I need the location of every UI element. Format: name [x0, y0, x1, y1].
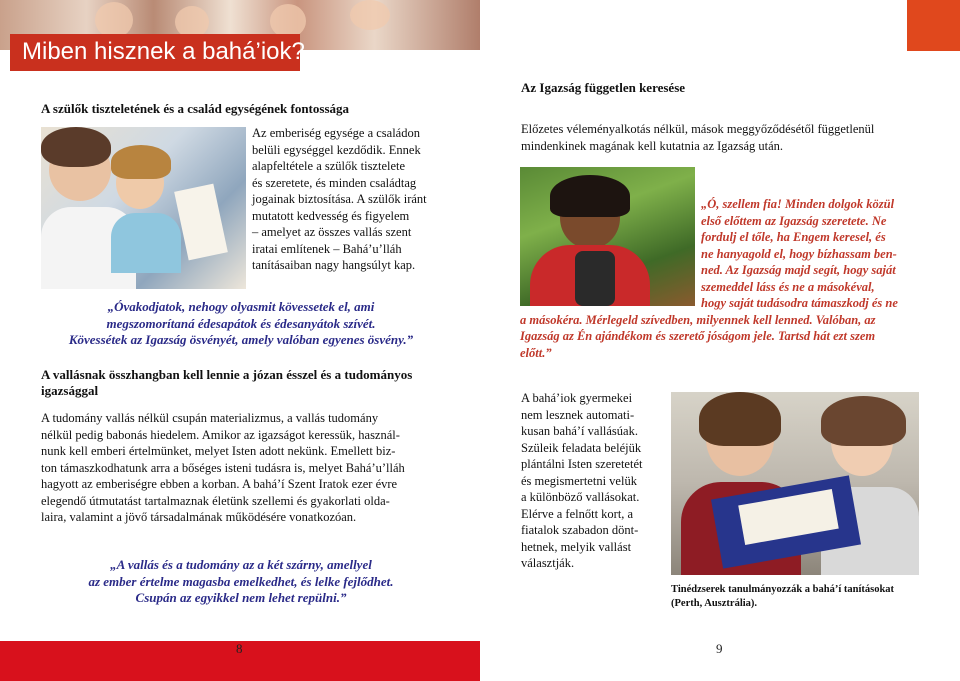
text-line: a különböző vallásokat.	[521, 490, 640, 504]
text-line: laira, valamint a jövő társadalmának működésére vonatkozóan.	[41, 510, 357, 524]
text-line: hetnek, melyik vallást	[521, 539, 632, 554]
photo-teenagers-reading	[671, 392, 919, 575]
quote-line: Csupán az egyikkel nem lehet repülni.”	[135, 590, 347, 605]
photo-caption	[671, 583, 931, 611]
text-line: nunk kell emberi értelmünket, melyet Isten adott nekünk. Emellett biz-	[41, 444, 396, 458]
quote-line: ne hanyagold el, hogy bízhassam ben-	[701, 246, 897, 261]
quote-parents	[41, 299, 441, 349]
text-line: nem lesznek automati-	[521, 407, 635, 422]
text-line: mutatott kedvesség és figyelem	[252, 208, 410, 223]
caption-line: (Perth, Ausztrália).	[671, 598, 758, 609]
quote-truth	[520, 196, 920, 361]
section-heading-family: A szülők tiszteletének és a család egységének fontossága	[41, 101, 350, 116]
page-number-left: 8	[236, 641, 243, 656]
text-line: A tudomány vallás nélkül csupán materializmus, a vallás tudomány	[41, 411, 379, 425]
text-line: Szüleik feladata beléjük	[521, 440, 642, 455]
text-line: elegendő útmutatást tartalmaznak életünk szellemi és gyakorlati olda-	[41, 493, 390, 508]
text-line: – amelyet az összes vallás szent	[252, 225, 412, 239]
text-line: Elérve a felnőtt kort, a	[521, 506, 634, 521]
quote-line: „Ó, szellem fia! Minden dolgok közül	[701, 197, 895, 211]
section-heading-science	[41, 367, 441, 399]
heading-line: A vallásnak összhangban kell lennie a józan ésszel és a tudományos	[41, 367, 413, 382]
text-line: belüli egységgel kezdődik. Ennek	[252, 142, 421, 157]
text-line: és megismertetni velük	[521, 473, 637, 488]
quote-line: hogy saját tudásodra támaszkodj és ne	[701, 296, 898, 310]
quote-line: Kövessétek az Igazság ösvényét, amely valóban egyenes ösvény.”	[68, 332, 414, 347]
quote-line: szemeddel láss és ne a másokéval,	[701, 279, 875, 294]
quote-line: Igazság az Én ajándékom és szerető jóságom jele. Tartsd hát ezt szem	[520, 329, 876, 343]
text-line: tanításaiban nagy hangsúlyt kap.	[252, 258, 416, 272]
heading-line: igazsággal	[41, 383, 99, 398]
text-line: kusan bahá’í vallásúak.	[521, 424, 638, 438]
corner-accent	[907, 0, 960, 51]
quote-line: „Óvakodjatok, nehogy olyasmit kövessetek el, ami	[107, 299, 375, 314]
quote-line: első előttem az Igazság szeretete. Ne	[701, 213, 887, 228]
text-line: A bahá’iok gyermekei	[521, 391, 633, 405]
section-text-truth	[521, 121, 921, 154]
quote-science	[41, 557, 441, 607]
text-line: Az emberiség egysége a családon	[252, 126, 420, 140]
section-text-science	[41, 410, 439, 526]
text-line: ton támaszkodhatunk arra a bőséges isteni tudásra is, melyet Bahá’u’lláh	[41, 460, 405, 475]
text-line: alapfeltétele a szülők tisztelete	[252, 159, 406, 173]
text-line: plántálni Isten szeretetét	[521, 457, 643, 471]
quote-line: „A vallás és a tudomány az a két szárny, amellyel	[110, 557, 372, 572]
text-line: hagyott az emberiségre ebben a korban. A bahá’í Szent Iratok ezer évre	[41, 477, 398, 491]
text-line: és szeretete, és minden családtag	[252, 175, 417, 190]
quote-line: megszomorítaná édesapátok és édesanyátok szívét.	[106, 315, 376, 331]
section-text-children	[521, 390, 661, 572]
text-line: mindenkinek magának kell kutatnia az Igazság után.	[521, 138, 784, 153]
quote-line: az ember értelme magasba emelkedhet, és lelke fejlődhet.	[88, 573, 394, 589]
quote-line: előtt.”	[520, 345, 552, 360]
section-text-family	[252, 125, 440, 274]
text-line: nélkül pedig babonás hiedelem. Amikor az igazságot keressük, használ-	[41, 427, 400, 442]
text-line: fiatalok szabadon dönt-	[521, 523, 639, 537]
text-line: jogainak biztosítása. A szülők iránt	[252, 192, 427, 206]
page-title: Miben hisznek a bahá’iok?	[22, 38, 305, 65]
photo-grandmother-and-girl	[41, 127, 246, 289]
text-line: Előzetes véleményalkotás nélkül, mások meggyőződésétől függetlenül	[521, 122, 875, 136]
quote-line: ned. Az Igazság majd segít, hogy saját	[701, 263, 896, 277]
quote-line: fordulj el tőle, ha Engem keresel, és	[701, 230, 886, 244]
text-line: választják.	[521, 556, 575, 570]
page-number-right: 9	[716, 641, 723, 656]
caption-line: Tinédzserek tanulmányozzák a bahá’í tanításokat	[671, 584, 895, 595]
section-heading-truth: Az Igazság független keresése	[521, 80, 686, 95]
quote-line: a másokéra. Mérlegeld szívedben, milyennek kell lenned. Valóban, az	[520, 312, 876, 327]
text-line: iratai említenek – Bahá’u’lláh	[252, 241, 402, 256]
